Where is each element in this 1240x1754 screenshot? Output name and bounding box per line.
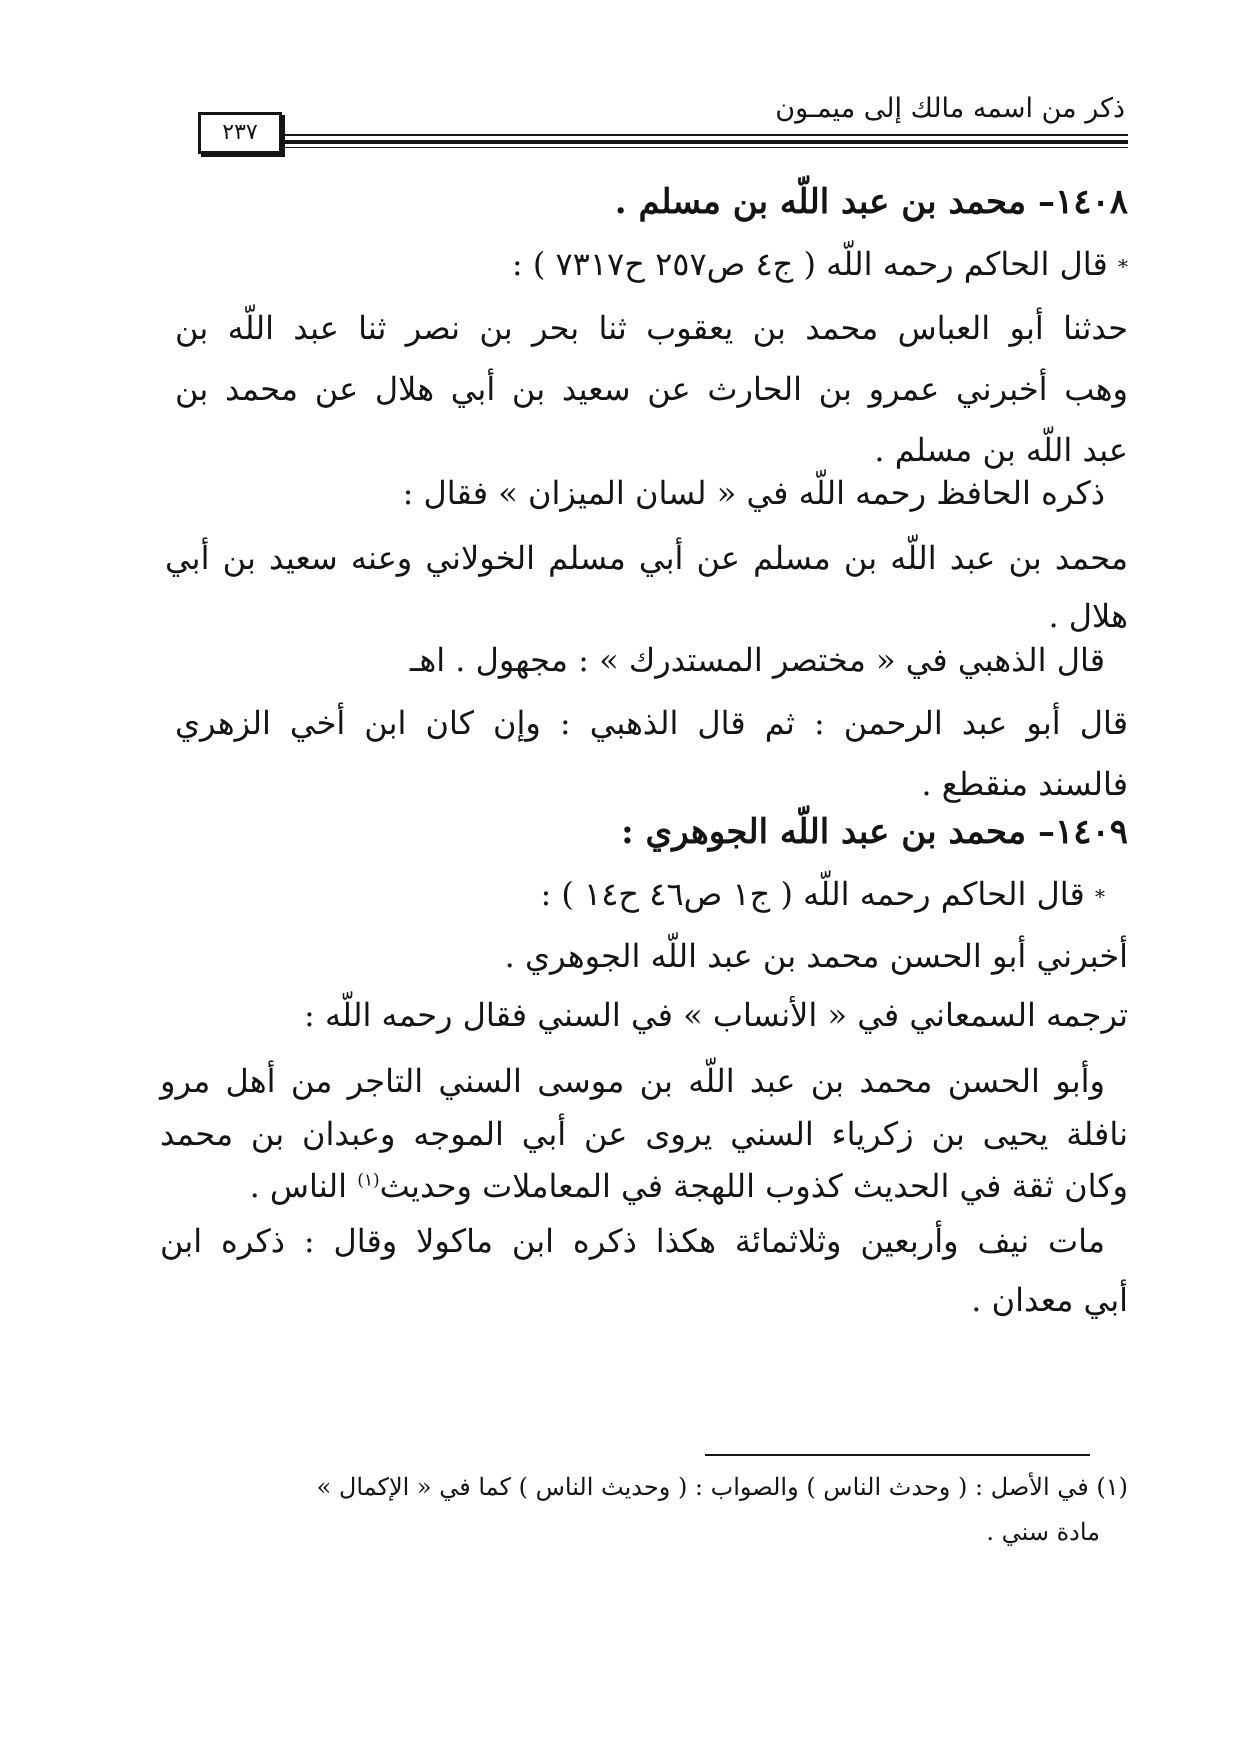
- text-line-5: عبد اللّه بن مسلم .: [874, 431, 1128, 469]
- text-line-17: نافلة يحيى بن زكرياء السني يروى عن أبي الموجه وعبدان بن محمد: [160, 1115, 1128, 1153]
- header-rule-thin: [280, 134, 1128, 136]
- header-rules: [280, 134, 1128, 148]
- entry-heading-1408: ١٤٠٨– محمد بن عبد اللّه بن مسلم .: [614, 182, 1128, 222]
- footnote-separator: [705, 1454, 1090, 1456]
- header-rule-thick: [280, 140, 1128, 144]
- text-line-9: قال الذهبي في « مختصر المستدرك » : مجهول . اهـ: [409, 641, 1105, 679]
- text-line-19: مات نيف وأربعين وثلاثمائة هكذا ذكره ابن ماكولا وقال : ذكره ابن: [160, 1222, 1106, 1260]
- entry-heading-1409: ١٤٠٩– محمد بن عبد اللّه الجوهري :: [621, 812, 1128, 852]
- text-line-16: وأبو الحسن محمد بن عبد اللّه بن موسى السني التاجر من أهل مرو: [160, 1062, 1105, 1100]
- asterisk-icon: *: [1118, 254, 1128, 279]
- text-line-11: فالسند منقطع .: [921, 765, 1128, 803]
- text-line-13: [540, 875, 1105, 913]
- text-line-18-content: وكان ثقة في الحديث كذوب اللهجة في المعاملات وحديث: [379, 1167, 1128, 1205]
- text-line-18-tail: الناس .: [249, 1167, 348, 1205]
- text-line-13-content: قال الحاكم رحمه اللّه ( ج١ ص٤٦ ح١٤ ) :: [540, 875, 1085, 913]
- running-head: ذكر من اسمه مالك إلى ميمـون: [775, 93, 1125, 124]
- text-line-2-content: قال الحاكم رحمه اللّه ( ج٤ ص٢٥٧ ح٧٣١٧ ) :: [511, 245, 1108, 283]
- footnote-line-1: (١) في الأصل : ( وحدث الناس ) والصواب : ( وحديث الناس ) كما في « الإكمال »: [316, 1473, 1128, 1501]
- page-number: ٢٣٧: [198, 112, 282, 154]
- text-line-8: هلال .: [1048, 597, 1128, 635]
- text-line-18: [249, 1167, 1128, 1205]
- text-line-3: حدثنا أبو العباس محمد بن يعقوب ثنا بحر بن نصر ثنا عبد اللّه بن: [175, 309, 1128, 347]
- text-line-4: وهب أخبرني عمرو بن الحارث عن سعيد بن أبي هلال عن محمد بن: [175, 370, 1128, 408]
- text-line-6: ذكره الحافظ رحمه اللّه في « لسان الميزان » فقال :: [402, 474, 1105, 512]
- footnote-marker: (١): [357, 1170, 380, 1191]
- header-rule-hairline: [280, 147, 1128, 148]
- footnote-line-2: مادة سني .: [986, 1518, 1100, 1546]
- asterisk-icon: *: [1095, 884, 1105, 909]
- text-line-14: أخبرني أبو الحسن محمد بن عبد اللّه الجوهري .: [504, 937, 1128, 975]
- text-line-7: محمد بن عبد اللّه بن مسلم عن أبي مسلم الخولاني وعنه سعيد بن أبي: [165, 539, 1128, 577]
- text-line-20: أبي معدان .: [971, 1281, 1128, 1319]
- text-line-2: [511, 245, 1128, 283]
- text-line-15: ترجمه السمعاني في « الأنساب » في السني فقال رحمه اللّه :: [304, 996, 1128, 1034]
- text-line-10: قال أبو عبد الرحمن : ثم قال الذهبي : وإن كان ابن أخي الزهري: [175, 704, 1128, 742]
